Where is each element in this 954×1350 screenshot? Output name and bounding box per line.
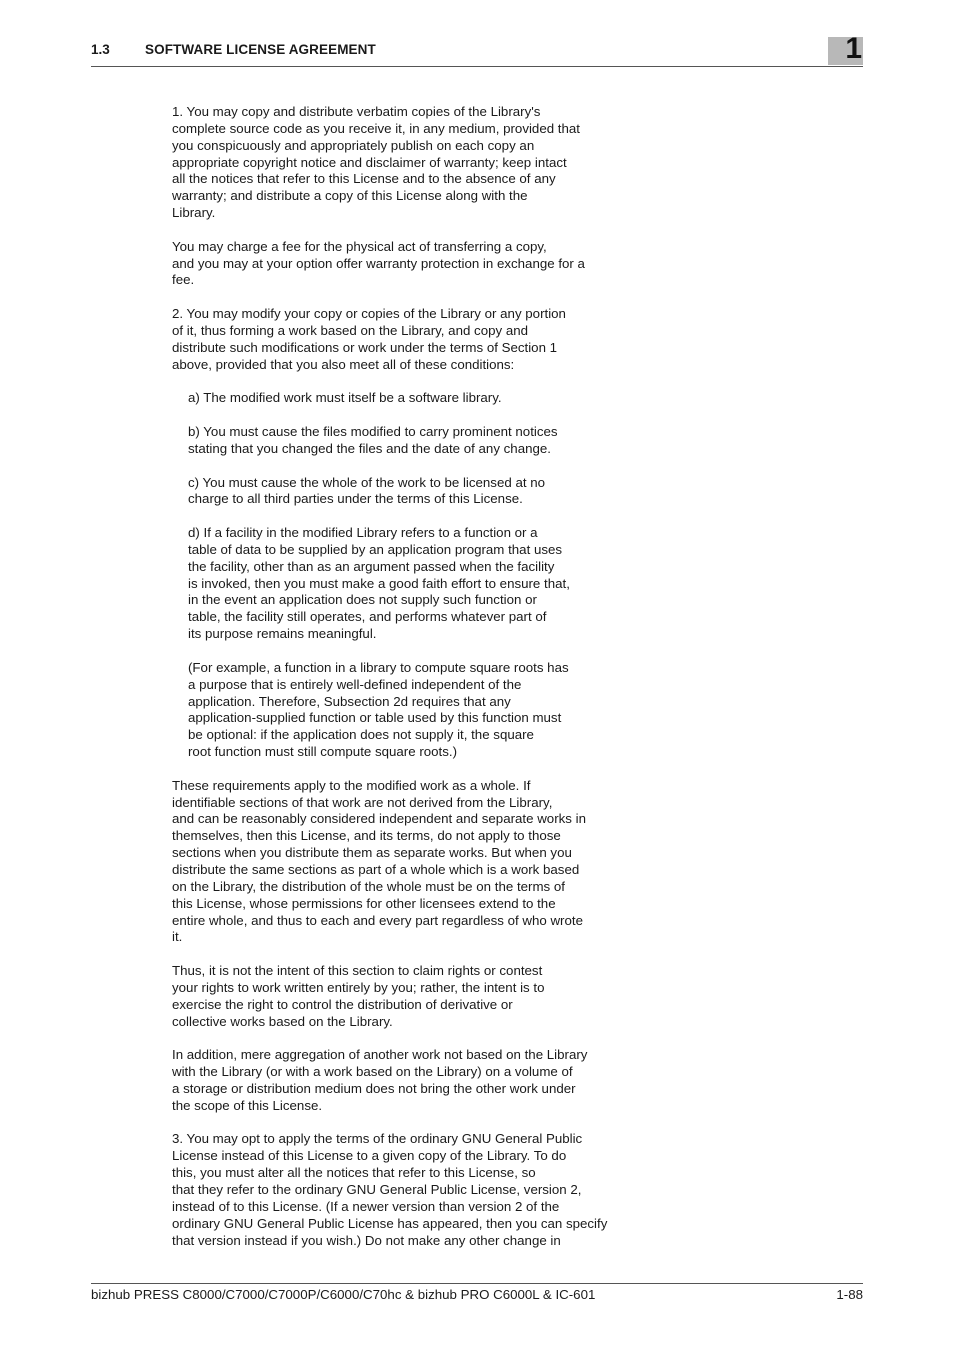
section-number: 1.3 <box>91 42 110 57</box>
license-paragraph: You may charge a fee for the physical act of transferring a copy, and you may at your option offer warranty protection in exchange for a fee. <box>172 238 585 288</box>
license-condition: c) You must cause the whole of the work to be licensed at no charge to all third parties under the terms of this License. <box>188 474 546 507</box>
license-paragraph: Thus, it is not the intent of this section to claim rights or contest your rights to work written entirely by you; rather, the intent is to exercise the right to control the distribution of derivative or collective works based on the Library. <box>172 963 545 1029</box>
license-condition: b) You must cause the files modified to carry prominent notices stating that you changed the files and the date of any change. <box>188 424 558 456</box>
license-paragraph: 1. You may copy and distribute verbatim copies of the Library's complete source code as you receive it, in any medium, provided that you conspicuously and appropriately publish on each copy an appropriate copyright notice and disclaimer of warranty; keep intact all the notices that refer to this License and to the absence of any warranty; and distribute a copy of this License along with the Library. <box>172 104 580 221</box>
page-number: 1-88 <box>836 1287 863 1302</box>
product-line: bizhub PRESS C8000/C7000/C7000P/C6000/C70hc & bizhub PRO C6000L & IC-601 <box>91 1287 596 1302</box>
chapter-number: 1 <box>845 32 862 65</box>
license-paragraph: In addition, mere aggregation of another work not based on the Library with the Library (or with a work based on the Library) on a volume of a storage or distribution medium does not bring the other work under the scope of this License. <box>172 1047 588 1113</box>
section-title: SOFTWARE LICENSE AGREEMENT <box>145 42 376 57</box>
license-paragraph: 3. You may opt to apply the terms of the ordinary GNU General Public License instead of this License to a given copy of the Library. To do this, you must alter all the notices that refer to this License, so that they refer to the ordinary GNU General Public License, version 2, instead of to this License. (If a newer version than version 2 of the ordinary GNU General Public License has appeared, then you can specify that version instead if you wish.) Do not make any other change in <box>172 1131 608 1248</box>
license-condition: a) The modified work must itself be a software library. <box>188 390 502 406</box>
page-footer <box>91 1283 863 1302</box>
license-body <box>172 104 662 1266</box>
license-paragraph: These requirements apply to the modified work as a whole. If identifiable sections of that work are not derived from the Library, and can be reasonably considered independent and separate works in themselves, then this License, and its terms, do not apply to those sections when you distribute them as separate works. But when you distribute the same sections as part of a whole which is a work based on the Library, the distribution of the whole must be on the terms of this License, whose permissions for other licensees extend to the entire whole, and thus to each and every part regardless of who wrote it. <box>172 777 586 945</box>
license-paragraph: 2. You may modify your copy or copies of the Library or any portion of it, thus forming a work based on the Library, and copy and distribute such modifications or work under the terms of Section 1 above, provided that you also meet all of these conditions: <box>172 306 566 372</box>
page-header <box>91 32 863 67</box>
license-condition: (For example, a function in a library to compute square roots has a purpose that is entirely well-defined independent of the application. Therefore, Subsection 2d requires that any application-supplied function or table used by this function must be optional: if the application does not supply it, the square root function must still compute square roots.) <box>188 659 569 760</box>
license-condition: d) If a facility in the modified Library refers to a function or a table of data to be supplied by an application program that uses the facility, other than as an argument passed when the facility is invoked, then you must make a good faith effort to ensure that, in the event an application does not supply such function or table, the facility still operates, and performs whatever part of its purpose remains meaningful. <box>188 525 570 642</box>
